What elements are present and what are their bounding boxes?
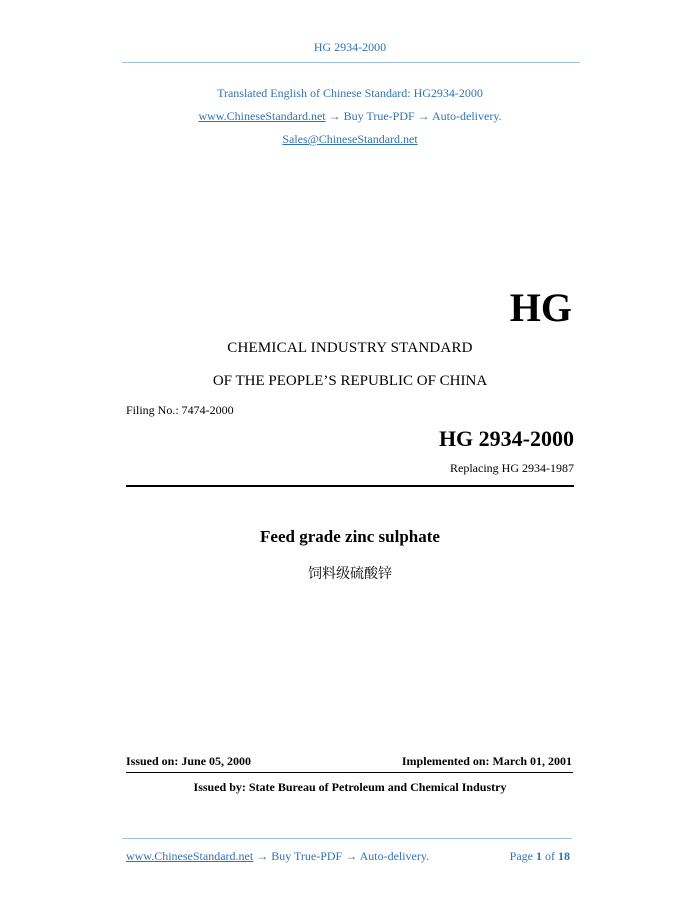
site-link[interactable]: www.ChineseStandard.net [198, 109, 326, 123]
footer-site-link[interactable]: www.ChineseStandard.net [126, 849, 254, 863]
running-header: HG 2934-2000 [313, 40, 387, 54]
footer-buy-text: → Buy True-PDF → Auto-delivery. [253, 849, 430, 863]
footer-buy-line [126, 849, 429, 864]
footer-divider [122, 838, 572, 839]
page-indicator [510, 849, 570, 864]
page-current: 1 [536, 849, 542, 863]
header-divider [122, 62, 580, 63]
page-of: of [545, 849, 555, 863]
page-label: Page [509, 849, 533, 863]
buy-text: → Buy True-PDF → Auto-delivery. [325, 109, 502, 123]
implemented-date: Implemented on: March 01, 2001 [401, 754, 572, 768]
issue-divider [126, 772, 573, 773]
replacing-note: Replacing HG 2934-1987 [450, 461, 574, 475]
sales-email-link[interactable]: Sales@ChineseStandard.net [282, 132, 418, 146]
issuing-authority: Issued by: State Bureau of Petroleum and Chemical Industry [193, 780, 507, 794]
buy-line [0, 109, 700, 124]
industry-line-1: CHEMICAL INDUSTRY STANDARD [227, 340, 473, 356]
title-divider [126, 485, 574, 487]
document-title: Feed grade zinc sulphate [260, 527, 440, 546]
filing-number: Filing No.: 7474-2000 [126, 403, 234, 417]
standard-code-mark: HG [509, 285, 572, 330]
standard-number: HG 2934-2000 [438, 426, 574, 451]
industry-line-2: OF THE PEOPLE’S REPUBLIC OF CHINA [212, 373, 488, 389]
translation-notice: Translated English of Chinese Standard: HG2934-2000 [217, 86, 483, 100]
issued-date: Issued on: June 05, 2000 [126, 754, 252, 768]
sales-line [0, 132, 700, 147]
document-title-chinese: 饲料级硫酸锌 [308, 566, 392, 582]
page-total: 18 [558, 849, 570, 863]
